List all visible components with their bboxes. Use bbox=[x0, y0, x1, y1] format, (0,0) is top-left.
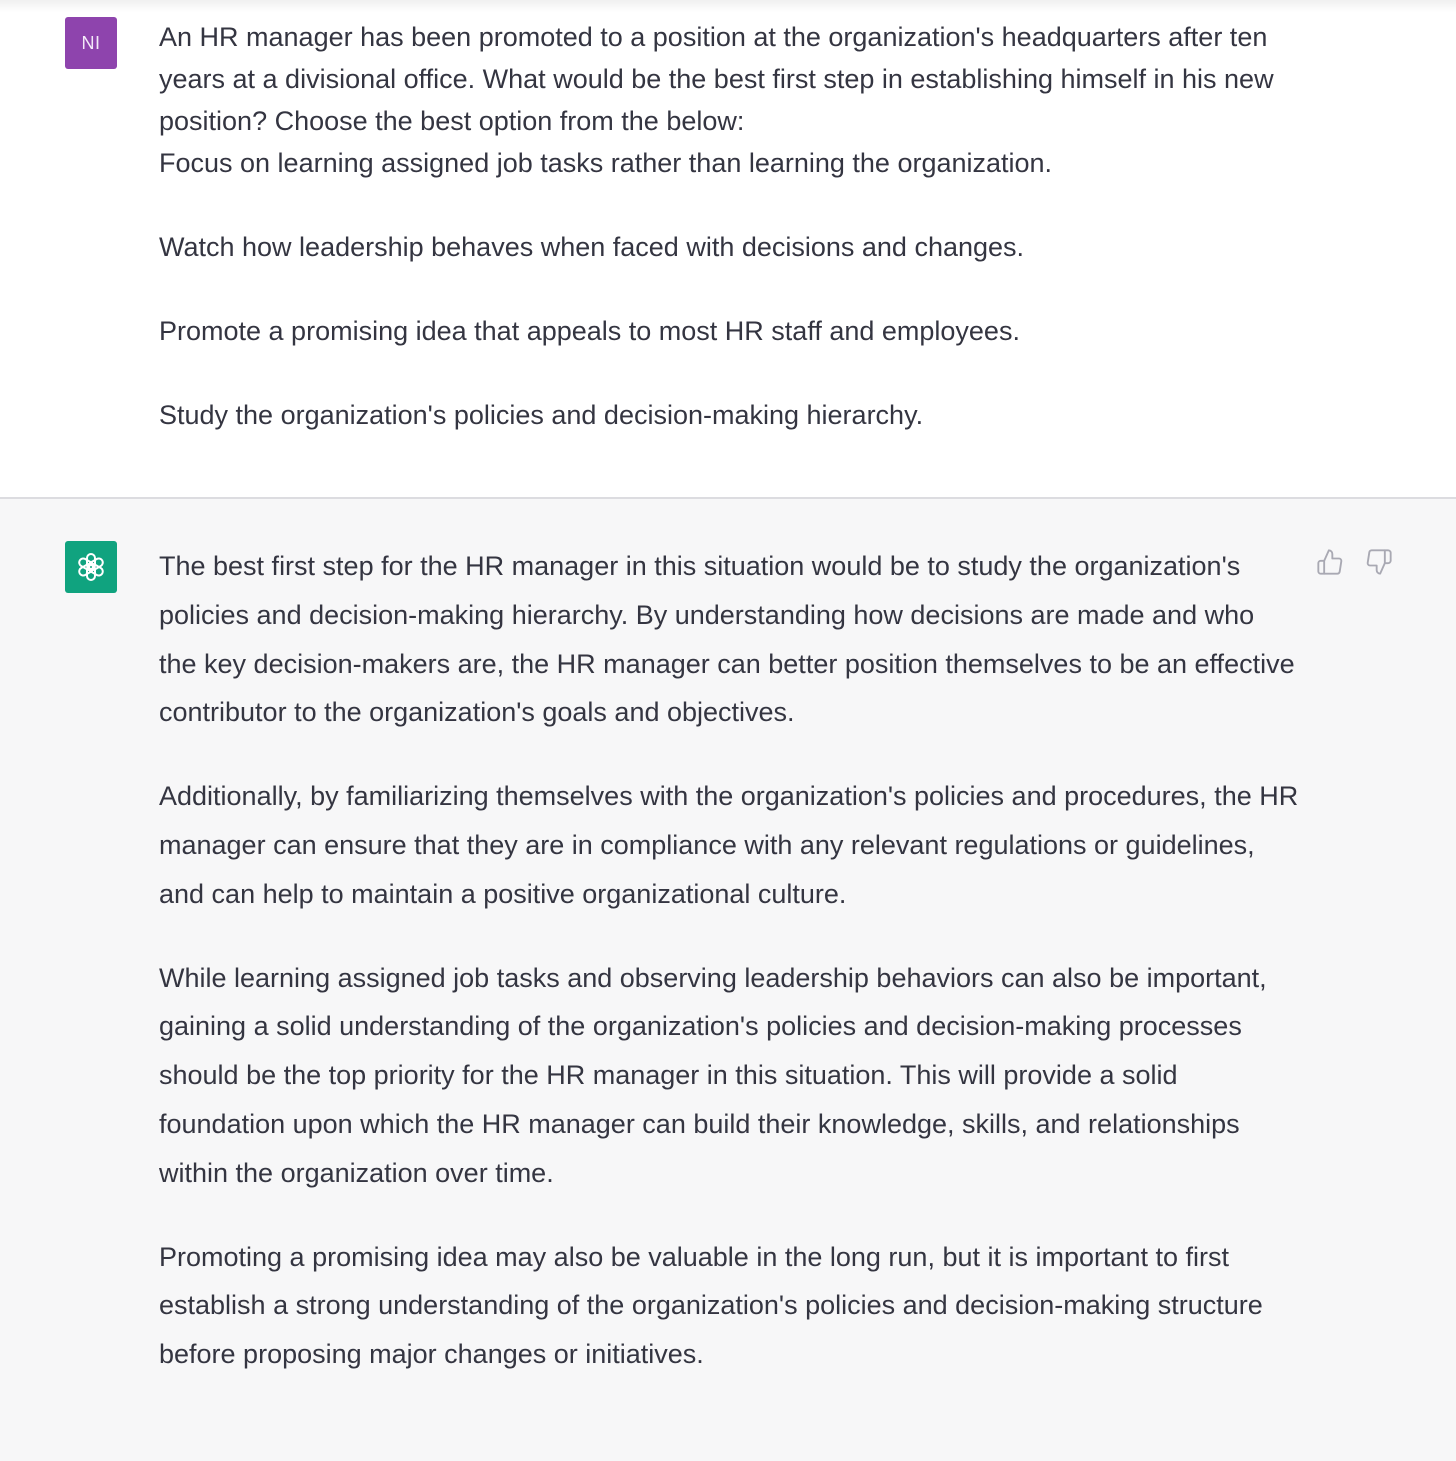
thumbs-down-icon bbox=[1365, 548, 1393, 576]
user-message bbox=[0, 0, 1456, 499]
user-avatar bbox=[65, 17, 117, 69]
assistant-paragraph: Promoting a promising idea may also be valuable in the long run, but it is important to first establish a strong understanding of the organization's policies and decision-making structure before proposing major changes or initiatives. bbox=[159, 1241, 1263, 1370]
user-option-4: Study the organization's policies and decision-making hierarchy. bbox=[159, 400, 924, 430]
user-option-1: Focus on learning assigned job tasks rather than learning the organization. bbox=[159, 148, 1053, 178]
assistant-paragraph: While learning assigned job tasks and observing leadership behaviors can also be important, gaining a solid understanding of the organization's policies and decision-making processes should be the top priority for the HR manager in this situation. This will provide a solid foundation upon which the HR manager can build their knowledge, skills, and relationships within the organization over time. bbox=[159, 962, 1267, 1188]
assistant-message-text bbox=[159, 542, 1299, 1414]
user-option-3: Promote a promising idea that appeals to most HR staff and employees. bbox=[159, 316, 1020, 346]
thumbs-up-button[interactable] bbox=[1314, 546, 1346, 578]
thumbs-down-button[interactable] bbox=[1363, 546, 1395, 578]
user-avatar-initials: NI bbox=[81, 32, 101, 53]
assistant-paragraph: Additionally, by familiarizing themselves with the organization's policies and procedures, the HR manager can ensure that they are in compliance with any relevant regulations or guidelines, and can help to maintain a positive organizational culture. bbox=[159, 781, 1299, 909]
openai-logo-icon bbox=[73, 549, 109, 585]
user-question: An HR manager has been promoted to a position at the organization's headquarters after ten years at a divisional office. What would be the best first step in establishing himself in his new position? Choose the best option from the below: bbox=[159, 22, 1274, 136]
assistant-message bbox=[0, 499, 1456, 1461]
assistant-paragraph: The best first step for the HR manager in this situation would be to study the organization's policies and decision-making hierarchy. By understanding how decisions are made and who the key decision-makers are, the HR manager can better position themselves to be an effective contributor to the organization's goals and objectives. bbox=[159, 551, 1295, 728]
thumbs-up-icon bbox=[1316, 548, 1344, 576]
user-option-2: Watch how leadership behaves when faced with decisions and changes. bbox=[159, 232, 1025, 262]
top-shadow bbox=[0, 0, 1456, 12]
assistant-avatar bbox=[65, 541, 117, 593]
user-message-text bbox=[159, 16, 1299, 436]
